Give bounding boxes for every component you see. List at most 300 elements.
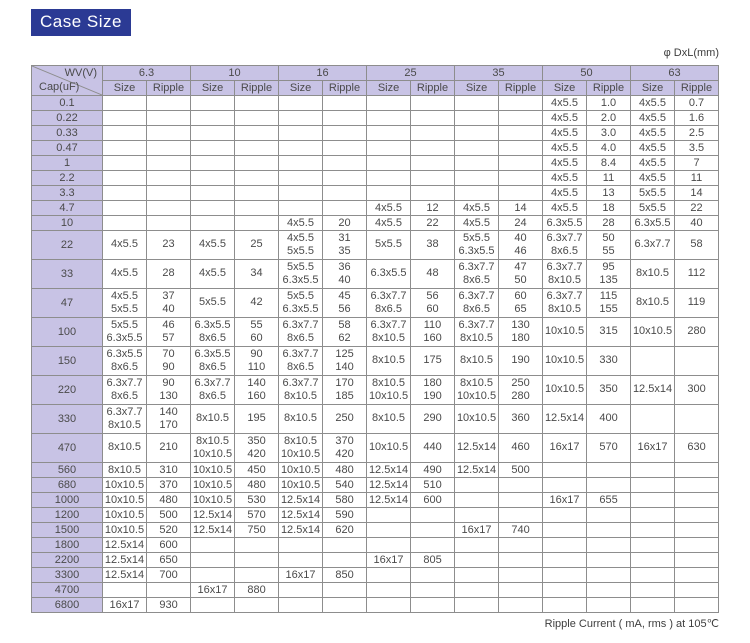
size-cell xyxy=(279,186,323,201)
ripple-cell: 480 xyxy=(323,463,367,478)
ripple-cell: 140 160 xyxy=(235,376,279,405)
size-cell xyxy=(455,126,499,141)
voltage-header: 6.3 xyxy=(103,66,191,81)
size-cell xyxy=(279,201,323,216)
size-cell: 4x5.5 xyxy=(543,126,587,141)
size-cell: 16x17 xyxy=(367,553,411,568)
size-cell: 4x5.5 xyxy=(543,96,587,111)
ripple-cell: 25 xyxy=(235,231,279,260)
size-cell xyxy=(455,538,499,553)
size-cell: 4x5.5 xyxy=(103,231,147,260)
ripple-cell: 140 170 xyxy=(147,405,191,434)
size-cell xyxy=(191,186,235,201)
cap-label: 1800 xyxy=(32,538,103,553)
corner-label-cap: Cap(uF) xyxy=(39,81,80,93)
size-cell xyxy=(191,568,235,583)
size-cell: 4x5.5 xyxy=(279,216,323,231)
ripple-cell xyxy=(411,508,455,523)
ripple-cell: 195 xyxy=(235,405,279,434)
size-cell: 6.3x5.5 xyxy=(543,216,587,231)
ripple-cell: 95 135 xyxy=(587,260,631,289)
size-cell: 5x5.5 xyxy=(191,289,235,318)
size-cell: 8x10.5 xyxy=(191,405,235,434)
ripple-cell xyxy=(587,598,631,613)
ripple-cell xyxy=(411,171,455,186)
size-cell: 8x10.5 xyxy=(367,347,411,376)
ripple-cell xyxy=(235,553,279,568)
size-cell: 10x10.5 xyxy=(191,463,235,478)
cap-label: 22 xyxy=(32,231,103,260)
ripple-cell: 48 xyxy=(411,260,455,289)
ripple-cell: 31 35 xyxy=(323,231,367,260)
ripple-cell xyxy=(675,405,719,434)
size-cell xyxy=(367,523,411,538)
size-cell: 8x10.5 xyxy=(103,463,147,478)
ripple-cell: 28 xyxy=(587,216,631,231)
ripple-cell: 620 xyxy=(323,523,367,538)
table-row xyxy=(32,171,719,186)
size-cell: 5x5.5 6.3x5.5 xyxy=(279,289,323,318)
ripple-cell xyxy=(499,568,543,583)
size-cell: 12.5x14 xyxy=(103,553,147,568)
size-cell: 4x5.5 xyxy=(367,216,411,231)
size-subheader: Size xyxy=(455,81,499,96)
ripple-cell xyxy=(499,141,543,156)
table-row xyxy=(32,538,719,553)
size-cell xyxy=(279,96,323,111)
ripple-cell: 14 xyxy=(499,201,543,216)
size-cell xyxy=(279,111,323,126)
size-cell: 8x10.5 xyxy=(631,260,675,289)
ripple-cell: 56 60 xyxy=(411,289,455,318)
size-cell xyxy=(367,508,411,523)
size-cell: 10x10.5 xyxy=(543,318,587,347)
size-cell: 12.5x14 xyxy=(455,463,499,478)
size-cell xyxy=(543,463,587,478)
ripple-cell: 20 xyxy=(323,216,367,231)
ripple-cell xyxy=(235,598,279,613)
ripple-cell xyxy=(675,538,719,553)
ripple-cell xyxy=(235,111,279,126)
table-row xyxy=(32,405,719,434)
size-cell: 12.5x14 xyxy=(455,434,499,463)
cap-label: 470 xyxy=(32,434,103,463)
ripple-cell: 500 xyxy=(499,463,543,478)
ripple-cell: 655 xyxy=(587,493,631,508)
size-cell xyxy=(455,186,499,201)
size-cell: 4x5.5 xyxy=(543,141,587,156)
size-cell xyxy=(279,538,323,553)
ripple-cell: 90 110 xyxy=(235,347,279,376)
cap-label: 0.33 xyxy=(32,126,103,141)
table-row xyxy=(32,289,719,318)
size-cell: 12.5x14 xyxy=(543,405,587,434)
size-cell: 5x5.5 6.3x5.5 xyxy=(279,260,323,289)
ripple-cell xyxy=(147,216,191,231)
ripple-cell: 450 xyxy=(235,463,279,478)
ripple-cell: 440 xyxy=(411,434,455,463)
cap-label: 1 xyxy=(32,156,103,171)
size-cell xyxy=(367,598,411,613)
ripple-cell: 400 xyxy=(587,405,631,434)
ripple-cell: 180 190 xyxy=(411,376,455,405)
size-cell xyxy=(279,171,323,186)
ripple-cell: 750 xyxy=(235,523,279,538)
ripple-cell: 520 xyxy=(147,523,191,538)
size-cell xyxy=(631,538,675,553)
ripple-cell: 850 xyxy=(323,568,367,583)
table-row xyxy=(32,126,719,141)
ripple-cell: 14 xyxy=(675,186,719,201)
ripple-current-note: Ripple Current ( mA, rms ) at 105℃ xyxy=(544,618,719,630)
ripple-cell xyxy=(323,126,367,141)
ripple-cell: 280 xyxy=(675,318,719,347)
size-cell xyxy=(191,171,235,186)
ripple-cell: 330 xyxy=(587,347,631,376)
size-cell xyxy=(631,523,675,538)
cap-label: 47 xyxy=(32,289,103,318)
size-cell xyxy=(631,598,675,613)
ripple-cell xyxy=(499,538,543,553)
ripple-cell: 350 420 xyxy=(235,434,279,463)
size-cell: 6.3x7.7 8x6.5 xyxy=(367,289,411,318)
ripple-cell xyxy=(411,111,455,126)
ripple-cell: 28 xyxy=(147,260,191,289)
cap-label: 150 xyxy=(32,347,103,376)
size-cell: 12.5x14 xyxy=(103,568,147,583)
voltage-header: 50 xyxy=(543,66,631,81)
size-cell: 6.3x7.7 xyxy=(631,231,675,260)
size-cell: 12.5x14 xyxy=(367,478,411,493)
case-size-table xyxy=(31,65,719,613)
cap-label: 0.1 xyxy=(32,96,103,111)
size-cell xyxy=(191,96,235,111)
ripple-cell xyxy=(147,186,191,201)
size-cell: 5x5.5 xyxy=(631,186,675,201)
cap-label: 560 xyxy=(32,463,103,478)
size-subheader: Size xyxy=(103,81,147,96)
ripple-cell: 540 xyxy=(323,478,367,493)
ripple-cell: 36 40 xyxy=(323,260,367,289)
ripple-cell xyxy=(235,171,279,186)
ripple-cell xyxy=(499,553,543,568)
size-cell xyxy=(455,553,499,568)
ripple-cell xyxy=(411,538,455,553)
cap-label: 0.47 xyxy=(32,141,103,156)
size-cell xyxy=(455,156,499,171)
ripple-cell xyxy=(411,156,455,171)
ripple-subheader: Ripple xyxy=(235,81,279,96)
ripple-cell xyxy=(411,568,455,583)
size-cell xyxy=(455,598,499,613)
size-cell: 12.5x14 xyxy=(367,493,411,508)
ripple-cell: 58 xyxy=(675,231,719,260)
size-cell: 4x5.5 xyxy=(543,111,587,126)
ripple-cell xyxy=(235,186,279,201)
ripple-cell xyxy=(235,96,279,111)
size-cell: 4x5.5 5x5.5 xyxy=(103,289,147,318)
size-cell: 6.3x7.7 8x6.5 xyxy=(455,289,499,318)
ripple-cell: 360 xyxy=(499,405,543,434)
table-row xyxy=(32,96,719,111)
ripple-cell: 570 xyxy=(587,434,631,463)
size-subheader: Size xyxy=(367,81,411,96)
cap-label: 6800 xyxy=(32,598,103,613)
size-cell xyxy=(103,583,147,598)
ripple-cell xyxy=(499,186,543,201)
size-cell: 12.5x14 xyxy=(631,376,675,405)
ripple-cell: 55 60 xyxy=(235,318,279,347)
ripple-cell: 24 xyxy=(499,216,543,231)
ripple-cell xyxy=(499,508,543,523)
size-cell: 6.3x5.5 8x6.5 xyxy=(191,318,235,347)
size-cell: 8x10.5 xyxy=(103,434,147,463)
size-cell: 16x17 xyxy=(191,583,235,598)
size-cell: 6.3x7.7 8x6.5 xyxy=(455,260,499,289)
size-cell xyxy=(631,347,675,376)
size-cell xyxy=(191,553,235,568)
ripple-cell: 23 xyxy=(147,231,191,260)
table-row xyxy=(32,111,719,126)
ripple-cell xyxy=(675,568,719,583)
size-cell: 6.3x7.7 8x6.5 xyxy=(543,231,587,260)
size-cell: 10x10.5 xyxy=(279,463,323,478)
size-cell xyxy=(455,568,499,583)
table-row xyxy=(32,156,719,171)
ripple-cell: 460 xyxy=(499,434,543,463)
size-cell: 4x5.5 xyxy=(543,186,587,201)
ripple-cell: 480 xyxy=(147,493,191,508)
ripple-cell: 510 xyxy=(411,478,455,493)
ripple-cell xyxy=(675,583,719,598)
ripple-cell: 130 180 xyxy=(499,318,543,347)
size-cell: 6.3x5.5 xyxy=(367,260,411,289)
cap-label: 220 xyxy=(32,376,103,405)
size-cell xyxy=(367,171,411,186)
ripple-cell xyxy=(323,553,367,568)
size-cell: 6.3x7.7 8x10.5 xyxy=(455,318,499,347)
ripple-cell: 34 xyxy=(235,260,279,289)
size-cell xyxy=(191,126,235,141)
size-cell: 6.3x7.7 8x10.5 xyxy=(543,289,587,318)
size-cell: 10x10.5 xyxy=(191,478,235,493)
size-cell: 6.3x5.5 8x6.5 xyxy=(103,347,147,376)
case-size-table-body xyxy=(32,96,719,613)
cap-label: 2.2 xyxy=(32,171,103,186)
table-row xyxy=(32,376,719,405)
table-row xyxy=(32,434,719,463)
ripple-cell: 3.5 xyxy=(675,141,719,156)
ripple-cell: 37 40 xyxy=(147,289,191,318)
size-cell: 10x10.5 xyxy=(367,434,411,463)
size-cell: 8x10.5 xyxy=(279,405,323,434)
size-cell: 12.5x14 xyxy=(191,523,235,538)
size-cell xyxy=(103,126,147,141)
ripple-cell: 600 xyxy=(147,538,191,553)
table-row xyxy=(32,216,719,231)
voltage-header: 63 xyxy=(631,66,719,81)
ripple-cell xyxy=(411,141,455,156)
table-row xyxy=(32,201,719,216)
size-cell: 4x5.5 xyxy=(631,141,675,156)
ripple-cell: 590 xyxy=(323,508,367,523)
ripple-cell: 700 xyxy=(147,568,191,583)
size-cell: 12.5x14 xyxy=(191,508,235,523)
ripple-cell: 70 90 xyxy=(147,347,191,376)
size-cell: 10x10.5 xyxy=(631,318,675,347)
size-cell: 6.3x7.7 8x6.5 xyxy=(191,376,235,405)
table-row xyxy=(32,493,719,508)
ripple-subheader: Ripple xyxy=(675,81,719,96)
ripple-cell xyxy=(499,598,543,613)
size-cell: 6.3x5.5 xyxy=(631,216,675,231)
ripple-cell xyxy=(587,523,631,538)
size-cell xyxy=(367,186,411,201)
size-cell xyxy=(631,405,675,434)
table-header xyxy=(32,66,719,96)
ripple-cell: 580 xyxy=(323,493,367,508)
ripple-cell xyxy=(499,493,543,508)
size-cell: 5x5.5 6.3x5.5 xyxy=(455,231,499,260)
size-cell: 8x10.5 10x10.5 xyxy=(279,434,323,463)
ripple-cell xyxy=(235,216,279,231)
size-cell xyxy=(367,538,411,553)
size-cell: 6.3x7.7 8x10.5 xyxy=(103,405,147,434)
cap-label: 0.22 xyxy=(32,111,103,126)
size-cell xyxy=(367,156,411,171)
ripple-cell xyxy=(499,171,543,186)
ripple-cell xyxy=(147,141,191,156)
ripple-cell: 740 xyxy=(499,523,543,538)
size-cell xyxy=(455,171,499,186)
ripple-cell xyxy=(675,598,719,613)
size-cell: 5x5.5 6.3x5.5 xyxy=(103,318,147,347)
ripple-cell xyxy=(147,126,191,141)
size-cell xyxy=(191,156,235,171)
size-cell: 6.3x7.7 8x6.5 xyxy=(279,347,323,376)
size-cell xyxy=(631,568,675,583)
size-cell: 10x10.5 xyxy=(103,478,147,493)
ripple-cell xyxy=(147,156,191,171)
size-cell xyxy=(191,111,235,126)
ripple-cell xyxy=(499,126,543,141)
ripple-cell xyxy=(587,478,631,493)
ripple-cell xyxy=(675,523,719,538)
size-subheader: Size xyxy=(543,81,587,96)
ripple-cell xyxy=(323,141,367,156)
ripple-subheader: Ripple xyxy=(587,81,631,96)
size-cell xyxy=(543,553,587,568)
ripple-cell xyxy=(587,568,631,583)
cap-label: 1200 xyxy=(32,508,103,523)
size-cell xyxy=(191,141,235,156)
size-cell xyxy=(367,568,411,583)
size-cell xyxy=(279,156,323,171)
ripple-cell: 119 xyxy=(675,289,719,318)
size-cell xyxy=(103,141,147,156)
size-cell xyxy=(631,463,675,478)
ripple-cell: 125 140 xyxy=(323,347,367,376)
ripple-cell xyxy=(499,111,543,126)
size-cell: 6.3x7.7 8x10.5 xyxy=(543,260,587,289)
ripple-cell: 45 56 xyxy=(323,289,367,318)
ripple-cell xyxy=(411,583,455,598)
ripple-cell xyxy=(675,508,719,523)
ripple-subheader: Ripple xyxy=(499,81,543,96)
size-cell xyxy=(103,156,147,171)
cap-label: 1500 xyxy=(32,523,103,538)
size-cell xyxy=(631,583,675,598)
ripple-cell xyxy=(323,598,367,613)
ripple-cell xyxy=(235,126,279,141)
size-cell xyxy=(543,568,587,583)
size-cell: 4x5.5 xyxy=(455,216,499,231)
size-cell xyxy=(279,598,323,613)
ripple-cell: 40 46 xyxy=(499,231,543,260)
ripple-cell: 350 xyxy=(587,376,631,405)
ripple-cell: 805 xyxy=(411,553,455,568)
size-cell: 6.3x7.7 8x10.5 xyxy=(367,318,411,347)
ripple-cell xyxy=(675,493,719,508)
size-cell: 4x5.5 xyxy=(631,126,675,141)
size-cell xyxy=(455,493,499,508)
ripple-cell: 50 55 xyxy=(587,231,631,260)
table-row xyxy=(32,508,719,523)
size-cell: 10x10.5 xyxy=(103,523,147,538)
ripple-cell: 40 xyxy=(675,216,719,231)
ripple-subheader: Ripple xyxy=(411,81,455,96)
size-cell: 12.5x14 xyxy=(279,508,323,523)
size-cell: 10x10.5 xyxy=(191,493,235,508)
ripple-cell: 4.0 xyxy=(587,141,631,156)
size-cell: 6.3x7.7 8x6.5 xyxy=(103,376,147,405)
ripple-cell xyxy=(323,583,367,598)
size-cell: 12.5x14 xyxy=(103,538,147,553)
size-cell xyxy=(191,201,235,216)
size-cell xyxy=(455,96,499,111)
size-cell: 4x5.5 xyxy=(631,96,675,111)
size-cell: 8x10.5 10x10.5 xyxy=(455,376,499,405)
size-cell xyxy=(103,171,147,186)
size-cell: 8x10.5 10x10.5 xyxy=(191,434,235,463)
ripple-cell: 880 xyxy=(235,583,279,598)
size-cell: 8x10.5 xyxy=(455,347,499,376)
size-cell: 12.5x14 xyxy=(367,463,411,478)
cap-label: 33 xyxy=(32,260,103,289)
ripple-cell xyxy=(411,523,455,538)
size-cell xyxy=(191,538,235,553)
ripple-cell: 115 155 xyxy=(587,289,631,318)
size-cell xyxy=(543,478,587,493)
size-cell: 10x10.5 xyxy=(543,376,587,405)
ripple-cell: 47 50 xyxy=(499,260,543,289)
ripple-cell: 2.5 xyxy=(675,126,719,141)
size-cell: 8x10.5 xyxy=(367,405,411,434)
size-cell xyxy=(367,126,411,141)
size-cell xyxy=(455,478,499,493)
ripple-cell xyxy=(675,478,719,493)
ripple-cell: 3.0 xyxy=(587,126,631,141)
ripple-cell xyxy=(499,478,543,493)
cap-label: 330 xyxy=(32,405,103,434)
size-cell xyxy=(191,216,235,231)
ripple-cell: 290 xyxy=(411,405,455,434)
size-cell xyxy=(279,553,323,568)
ripple-cell: 11 xyxy=(587,171,631,186)
size-cell: 10x10.5 xyxy=(543,347,587,376)
ripple-cell xyxy=(587,463,631,478)
voltage-header: 25 xyxy=(367,66,455,81)
